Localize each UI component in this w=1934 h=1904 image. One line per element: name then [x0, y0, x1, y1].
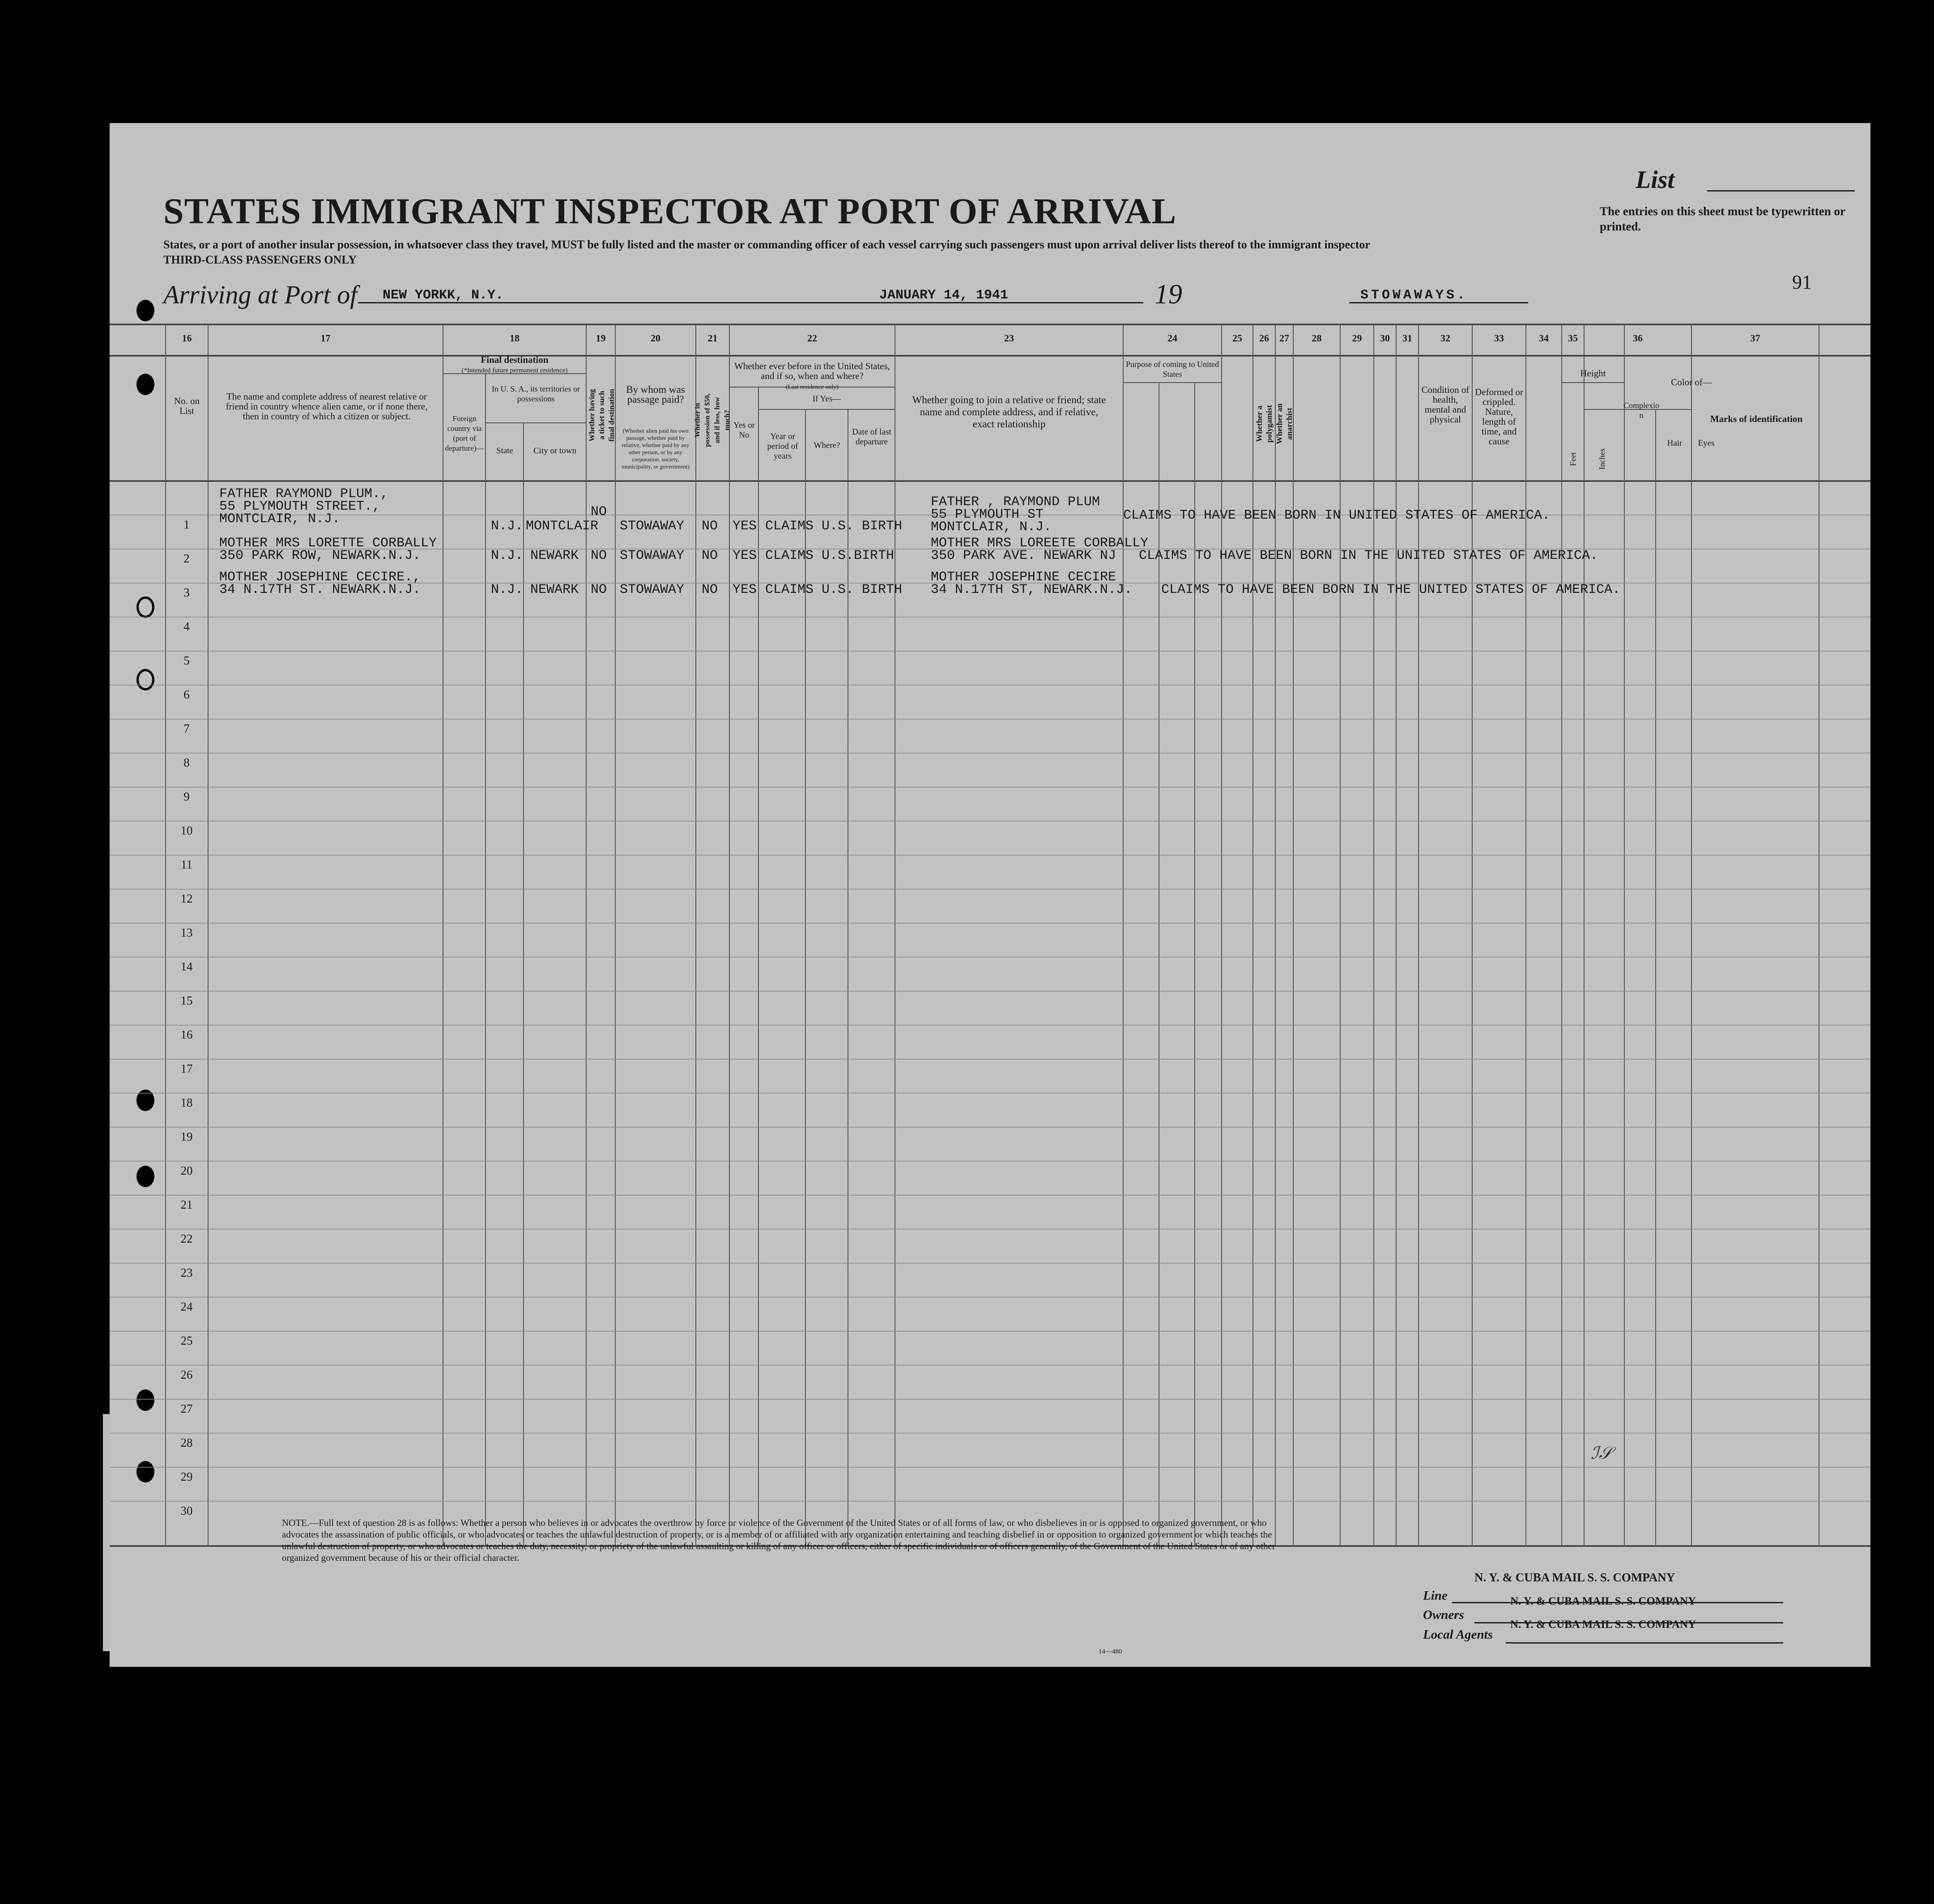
state-cell: N.J.	[491, 582, 524, 597]
row-number: 22	[180, 1232, 193, 1245]
condition-header: Condition of health, mental and physical	[1421, 384, 1470, 425]
passage-cell: STOWAWAY	[620, 548, 685, 563]
height-header: Height	[1580, 368, 1606, 379]
year-cell: CLAIMS U.S.BIRTH	[765, 548, 895, 563]
joining-line: MOTHER JOSEPHINE CECIRE	[931, 570, 1116, 585]
purpose-header: Purpose of coming to United States	[1126, 360, 1219, 379]
complexion-header: Complexion	[1623, 401, 1659, 420]
state-cell: N.J.	[491, 548, 524, 563]
column-number: 24	[1167, 332, 1177, 344]
column-number: 26	[1259, 332, 1269, 344]
column-number: 37	[1750, 332, 1760, 344]
column-number: 33	[1494, 332, 1504, 344]
relative-line: 34 N.17TH ST. NEWARK.N.J.	[219, 582, 421, 597]
year-cell: CLAIMS U.S. BIRTH	[765, 582, 903, 597]
foreign-country-header: Foreign country via (port of departure)—	[445, 414, 484, 452]
color-of-header: Color of—	[1671, 377, 1712, 388]
passage-cell: STOWAWAY	[620, 519, 685, 534]
city-cell: NEWARK	[530, 548, 579, 563]
form-title: STATES IMMIGRANT INSPECTOR AT PORT OF ARRIVAL	[163, 191, 1177, 231]
agents-rule	[1506, 1642, 1783, 1644]
ever-before-header: Whether ever before in the United States, and if so, when and where?	[734, 361, 890, 381]
passage-note: (Whether alien paid his own passage, whether paid by relative, whether paid by any other person, or by any corporation, society, municipality, or government)	[622, 427, 690, 470]
ticket-header: Whether having a ticket to such final destination	[588, 389, 616, 442]
polygamist-header: Whether a polygamist	[1255, 405, 1274, 443]
row-number: 19	[180, 1130, 193, 1143]
feet-header: Feet	[1568, 452, 1577, 466]
year-cell: CLAIMS U.S. BIRTH	[765, 519, 903, 534]
no-on-list-header: No. on List	[174, 396, 200, 416]
city-cell: NEWARK	[530, 582, 579, 597]
ticket-cell: NO	[591, 582, 607, 597]
before-cell: YES	[733, 548, 757, 563]
money-cell: NO	[702, 548, 718, 563]
port-value: NEW YORKK, N.Y.	[383, 288, 504, 303]
row-number: 17	[180, 1062, 193, 1075]
relative-line: MOTHER MRS LORETTE CORBALLY	[219, 536, 437, 551]
question-28-note: NOTE.—Full text of question 28 is as follows: Whether a person who believes in or advocates the overthrow by force or violence of the Government of the United States or of all forms of law, or who disbelieves in or is opposed to organized government, or who advocates the assassination of public officials, or who advocates or teaches the unlawful destruction of property, or is a member of or affiliated with any organization entertaining and teaching disbelief in or opposition to organized government or which teaches the unlawful destruction of property, or who advocates or teaches the duty, necessity, or propriety of the unlawful assaulting or killing of any officer or officers, either of specific individuals or of officers generally, of the Government of the United States or of any other organized government because of his or their official character.	[282, 1517, 1275, 1563]
row-number: 9	[183, 790, 190, 803]
row-number: 29	[180, 1470, 193, 1483]
agents-label: Local Agents	[1423, 1627, 1493, 1642]
relative-header: The name and complete address of nearest relative or friend in country whence alien came, or if none there, then in country of which a citizen or subject.	[226, 391, 428, 422]
column-number: 36	[1633, 332, 1643, 344]
in-usa-header: In U. S. A., its territories or possessions	[492, 384, 580, 403]
joining-line: 350 PARK AVE. NEWARK NJ	[931, 548, 1116, 563]
column-number: 21	[707, 332, 718, 344]
money-cell: NO	[702, 582, 718, 597]
row-number: 25	[180, 1334, 193, 1347]
column-number: 29	[1352, 332, 1362, 344]
money-header: Whether in possession of $50, and if less, how much?	[694, 393, 731, 447]
date-value: JANUARY 14, 1941	[879, 288, 1009, 303]
before-cell: YES	[733, 582, 757, 597]
ticket-cell: NO	[591, 548, 607, 563]
row-number: 23	[180, 1266, 193, 1279]
joining-line: MOTHER MRS LOREETE CORBALLY	[931, 536, 1149, 551]
relative-line: MONTCLAIR, N.J.	[219, 511, 341, 527]
row-number: 27	[180, 1402, 193, 1415]
final-destination-note: (*Intended future permanent residence)	[461, 367, 568, 374]
column-number: 18	[510, 332, 520, 344]
line-label: Line	[1423, 1589, 1448, 1603]
column-number: 22	[807, 332, 817, 344]
column-number: 23	[1004, 332, 1014, 344]
final-destination-header: Final destination	[481, 354, 549, 365]
row-number: 11	[181, 858, 192, 871]
remark-cell: CLAIMS TO HAVE BEEN BORN IN THE UNITED STATES OF AMERICA.	[1139, 548, 1598, 563]
row-number: 18	[180, 1096, 193, 1109]
remark-cell: CLAIMS TO HAVE BEEN BORN IN UNITED STATES OF AMERICA.	[1123, 508, 1551, 523]
date-departure-header: Date of last departure	[852, 427, 891, 447]
joining-line: FATHER , RAYMOND PLUM	[931, 494, 1100, 510]
column-number: 20	[651, 332, 660, 344]
column-number: 25	[1232, 332, 1242, 344]
typewritten-note: The entries on this sheet must be typewritten or printed.	[1600, 204, 1845, 233]
row-number: 16	[180, 1028, 193, 1041]
row-number: 12	[180, 892, 193, 905]
column-number: 34	[1539, 332, 1549, 344]
relative-line: MOTHER JOSEPHINE CECIRE.,	[219, 570, 421, 585]
arriving-label: Arriving at Port of	[163, 280, 358, 309]
passage-header: By whom was passage paid?	[626, 384, 685, 405]
row-number: 15	[180, 994, 193, 1007]
column-number: 31	[1402, 332, 1412, 344]
owners-label: Owners	[1423, 1608, 1464, 1622]
anarchist-header: Whether an anarchist	[1275, 403, 1294, 444]
row-number: 8	[183, 756, 190, 769]
form-number: 14—480	[1099, 1648, 1122, 1655]
column-number: 35	[1568, 332, 1578, 344]
remark-cell: CLAIMS TO HAVE BEEN BORN IN THE UNITED STATES OF AMERICA.	[1161, 582, 1621, 597]
year-prefix: 19	[1154, 279, 1182, 310]
ticket-cell: NO	[591, 504, 607, 520]
column-number: 19	[596, 332, 606, 344]
category-value: STOWAWAYS.	[1360, 288, 1468, 303]
row-number: 2	[183, 552, 190, 565]
row-number: 30	[180, 1504, 193, 1517]
before-cell: YES	[733, 519, 757, 534]
year-period-header: Year or period of years	[767, 432, 798, 461]
joining-line: 55 PLYMOUTH ST	[931, 507, 1044, 522]
joining-line: MONTCLAIR, N.J.	[931, 520, 1052, 535]
list-label: List	[1636, 166, 1675, 194]
joining-line: 34 N.17TH ST, NEWARK.N.J.	[931, 582, 1133, 597]
city-header: City or town	[533, 446, 577, 456]
state-cell: N.J.	[491, 519, 524, 534]
column-number: 28	[1312, 332, 1322, 344]
column-number: 30	[1380, 332, 1390, 344]
row-number: 6	[183, 688, 190, 701]
row-number: 14	[180, 960, 193, 973]
if-yes-header: If Yes—	[812, 394, 841, 404]
row-number: 28	[180, 1436, 193, 1449]
eyes-header: Eyes	[1698, 439, 1715, 448]
money-cell: NO	[702, 519, 718, 534]
column-number: 27	[1279, 332, 1289, 344]
relative-line: 350 PARK ROW, NEWARK.N.J.	[219, 548, 421, 563]
joining-header: Whether going to join a relative or friend; state name and complete address, and if relative, exact relationship	[912, 394, 1106, 430]
city-cell: MONTCLAIR	[526, 519, 599, 534]
hair-header: Hair	[1667, 439, 1683, 448]
passage-cell: STOWAWAY	[620, 582, 685, 597]
yes-no-header: Yes or No	[733, 421, 755, 440]
inches-header: Inches	[1597, 448, 1606, 470]
column-number: 16	[182, 332, 192, 344]
row-number: 5	[183, 654, 190, 667]
subtitle-line: States, or a port of another insular possession, in whatsoever class they travel, MUST be fully listed and the master or commanding officer of each vessel carrying such passengers must upon arrival deliver lists thereof to the immigrant inspector	[163, 238, 1370, 251]
page-number: 91	[1792, 271, 1812, 293]
agents-value: N. Y. & CUBA MAIL S. S. COMPANY	[1510, 1619, 1696, 1631]
column-number: 32	[1440, 332, 1450, 344]
handwritten-mark: ℐ𝒮	[1591, 1444, 1612, 1463]
company-name: N. Y. & CUBA MAIL S. S. COMPANY	[1474, 1571, 1675, 1584]
relative-line: FATHER RAYMOND PLUM.,	[219, 486, 389, 502]
row-number: 21	[180, 1198, 193, 1211]
row-number: 26	[180, 1368, 193, 1381]
marks-header: Marks of identification	[1710, 413, 1803, 424]
third-class-label: THIRD-CLASS PASSENGERS ONLY	[163, 253, 357, 266]
row-number: 20	[180, 1164, 193, 1177]
row-number: 7	[183, 722, 190, 735]
deformed-header: Deformed or crippled. Nature, length of time, and cause	[1475, 387, 1523, 447]
row-number: 13	[180, 926, 193, 939]
ever-before-note: (Last residence only)	[785, 384, 839, 391]
table-grid	[110, 123, 1870, 1667]
row-number: 4	[183, 620, 190, 633]
row-number: 24	[180, 1300, 193, 1313]
state-header: State	[496, 446, 513, 456]
where-header: Where?	[814, 441, 840, 450]
row-number: 1	[183, 518, 190, 531]
row-number: 10	[180, 824, 193, 837]
owners-value: N. Y. & CUBA MAIL S. S. COMPANY	[1510, 1595, 1696, 1607]
relative-line: 55 PLYMOUTH STREET.,	[219, 499, 381, 514]
row-number: 3	[183, 586, 190, 599]
manifest-sheet	[110, 123, 1870, 1667]
column-number: 17	[320, 332, 331, 344]
